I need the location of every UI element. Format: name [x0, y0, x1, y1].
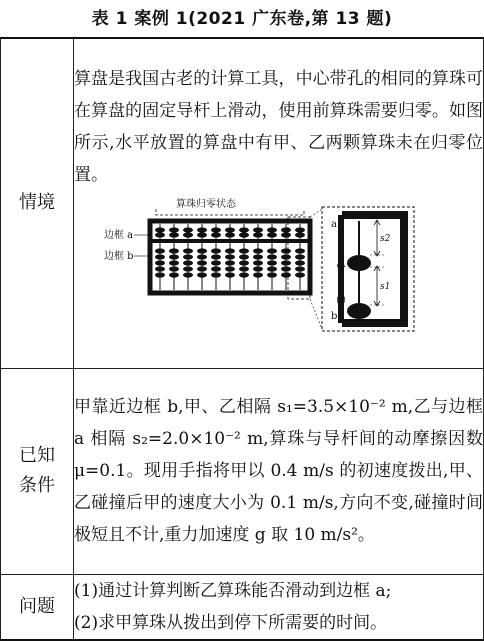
abacus-bead: [225, 255, 235, 260]
abacus-bead: [225, 273, 235, 278]
abacus-bead: [169, 233, 179, 238]
abacus-bead: [253, 233, 263, 238]
abacus-bead: [225, 249, 235, 254]
abacus-beads: [155, 224, 305, 290]
situation-label: 情境: [1, 38, 74, 368]
abacus-bead: [295, 233, 305, 238]
abacus-bead: [295, 249, 305, 254]
situation-row: [1, 38, 484, 368]
abacus-diagram: [74, 193, 474, 343]
zero-state-label: 算珠归零状态: [176, 199, 236, 211]
abacus-bead: [225, 267, 235, 272]
abacus-bead: [155, 233, 165, 238]
abacus-bead: [155, 273, 165, 278]
known-label-line1: 已知: [19, 445, 55, 466]
abacus-bead: [281, 249, 291, 254]
abacus-bead: [267, 233, 277, 238]
abacus-bead: [211, 273, 221, 278]
abacus-bead: [183, 233, 193, 238]
abacus-bead: [281, 267, 291, 272]
abacus-bead: [239, 249, 249, 254]
abacus-bead: [239, 261, 249, 266]
question-cell: [74, 574, 484, 640]
abacus-bead: [197, 267, 207, 272]
question-label: 问题: [1, 574, 74, 640]
abacus-bead: [281, 228, 291, 233]
abacus-bead: [253, 249, 263, 254]
abacus-bead: [239, 228, 249, 233]
abacus-bead: [239, 233, 249, 238]
abacus-bead: [211, 233, 221, 238]
abacus-bead: [253, 267, 263, 272]
abacus-bead: [155, 228, 165, 233]
known-row: [1, 368, 484, 574]
abacus-bead: [169, 228, 179, 233]
bead-jia-label: 甲: [336, 297, 346, 309]
known-label: [1, 368, 74, 574]
abacus-bead: [253, 255, 263, 260]
abacus-bead: [239, 267, 249, 272]
case-table: [0, 37, 484, 641]
abacus-bead: [295, 228, 305, 233]
situation-cell: [74, 38, 484, 368]
s1-label: s1: [380, 282, 391, 293]
abacus-bead: [197, 249, 207, 254]
abacus-bead: [183, 228, 193, 233]
abacus-bead: [211, 261, 221, 266]
abacus-bead: [281, 273, 291, 278]
abacus-bead: [155, 249, 165, 254]
abacus-bead: [169, 249, 179, 254]
abacus-bead: [295, 267, 305, 272]
abacus-bead: [197, 255, 207, 260]
abacus-bead: [253, 261, 263, 266]
abacus-figure: [74, 193, 474, 343]
situation-text: 算盘是我国古老的计算工具，中心带孔的相同的算珠可在算盘的固定导杆上滑动，使用前算珠需要归零。如图所示,水平放置的算盘中有甲、乙两颗算珠未在归零位置。: [74, 69, 483, 186]
abacus-bead: [295, 255, 305, 260]
abacus-bead: [183, 249, 193, 254]
abacus-bead: [155, 255, 165, 260]
abacus-bead: [225, 228, 235, 233]
known-text: 甲靠近边框 b,甲、乙相隔 s₁=3.5×10⁻² m,乙与边框 a 相隔 s₂=2.0×10⁻² m,算珠与导杆间的动摩擦因数 μ=0.1。现用手指将甲以 0.4 m/s 的初速度拨出,甲、乙碰撞后甲的速度大小为 0.1 m/s,方向不变,碰撞时间极短且不计,重力加速度 g 取 10 m/s²。: [74, 368, 484, 574]
question-1: (1)通过计算判断乙算珠能否滑动到边框 a;: [74, 580, 392, 601]
abacus-bead: [169, 255, 179, 260]
abacus-bead: [197, 233, 207, 238]
abacus-bead: [239, 273, 249, 278]
question-2: (2)求甲算珠从拨出到停下所需要的时间。: [74, 612, 388, 633]
s2-label: s2: [380, 234, 391, 245]
table-caption: 表 1 案例 1(2021 广东卷,第 13 题): [91, 9, 393, 29]
abacus-bead: [267, 249, 277, 254]
abacus-bead: [155, 267, 165, 272]
abacus-bead: [197, 273, 207, 278]
abacus-bead: [183, 267, 193, 272]
abacus-bead: [281, 261, 291, 266]
abacus-bead: [211, 255, 221, 260]
abacus-bead: [267, 228, 277, 233]
abacus-bead: [197, 228, 207, 233]
abacus-bead: [169, 267, 179, 272]
abacus-bead: [281, 255, 291, 260]
abacus-bead: [225, 261, 235, 266]
abacus-bead: [211, 228, 221, 233]
abacus-bead: [239, 255, 249, 260]
bead-jia: [347, 303, 371, 319]
abacus-bead: [267, 273, 277, 278]
abacus-bead: [295, 273, 305, 278]
abacus-bead: [253, 228, 263, 233]
abacus-bead: [169, 261, 179, 266]
question-row: [1, 574, 484, 640]
abacus-bead: [183, 273, 193, 278]
abacus-bead: [211, 267, 221, 272]
bead-yi: [347, 255, 371, 271]
detail-a-label: a: [331, 219, 337, 231]
bead-yi-label: 乙: [336, 259, 346, 271]
abacus-bead: [267, 261, 277, 266]
abacus-bead: [225, 233, 235, 238]
abacus-bead: [211, 249, 221, 254]
abacus-bead: [281, 233, 291, 238]
abacus-bead: [183, 261, 193, 266]
frame-b-label: 边框 b: [104, 251, 134, 263]
abacus-bead: [169, 273, 179, 278]
abacus-bead: [267, 267, 277, 272]
known-label-line2: 条件: [19, 475, 55, 496]
abacus-bead: [295, 261, 305, 266]
abacus-bead: [267, 255, 277, 260]
detail-b-label: b: [331, 311, 338, 323]
frame-a-label: 边框 a: [104, 230, 134, 242]
abacus-bead: [183, 255, 193, 260]
abacus-bead: [197, 261, 207, 266]
abacus-bead: [155, 261, 165, 266]
abacus-bead: [253, 273, 263, 278]
